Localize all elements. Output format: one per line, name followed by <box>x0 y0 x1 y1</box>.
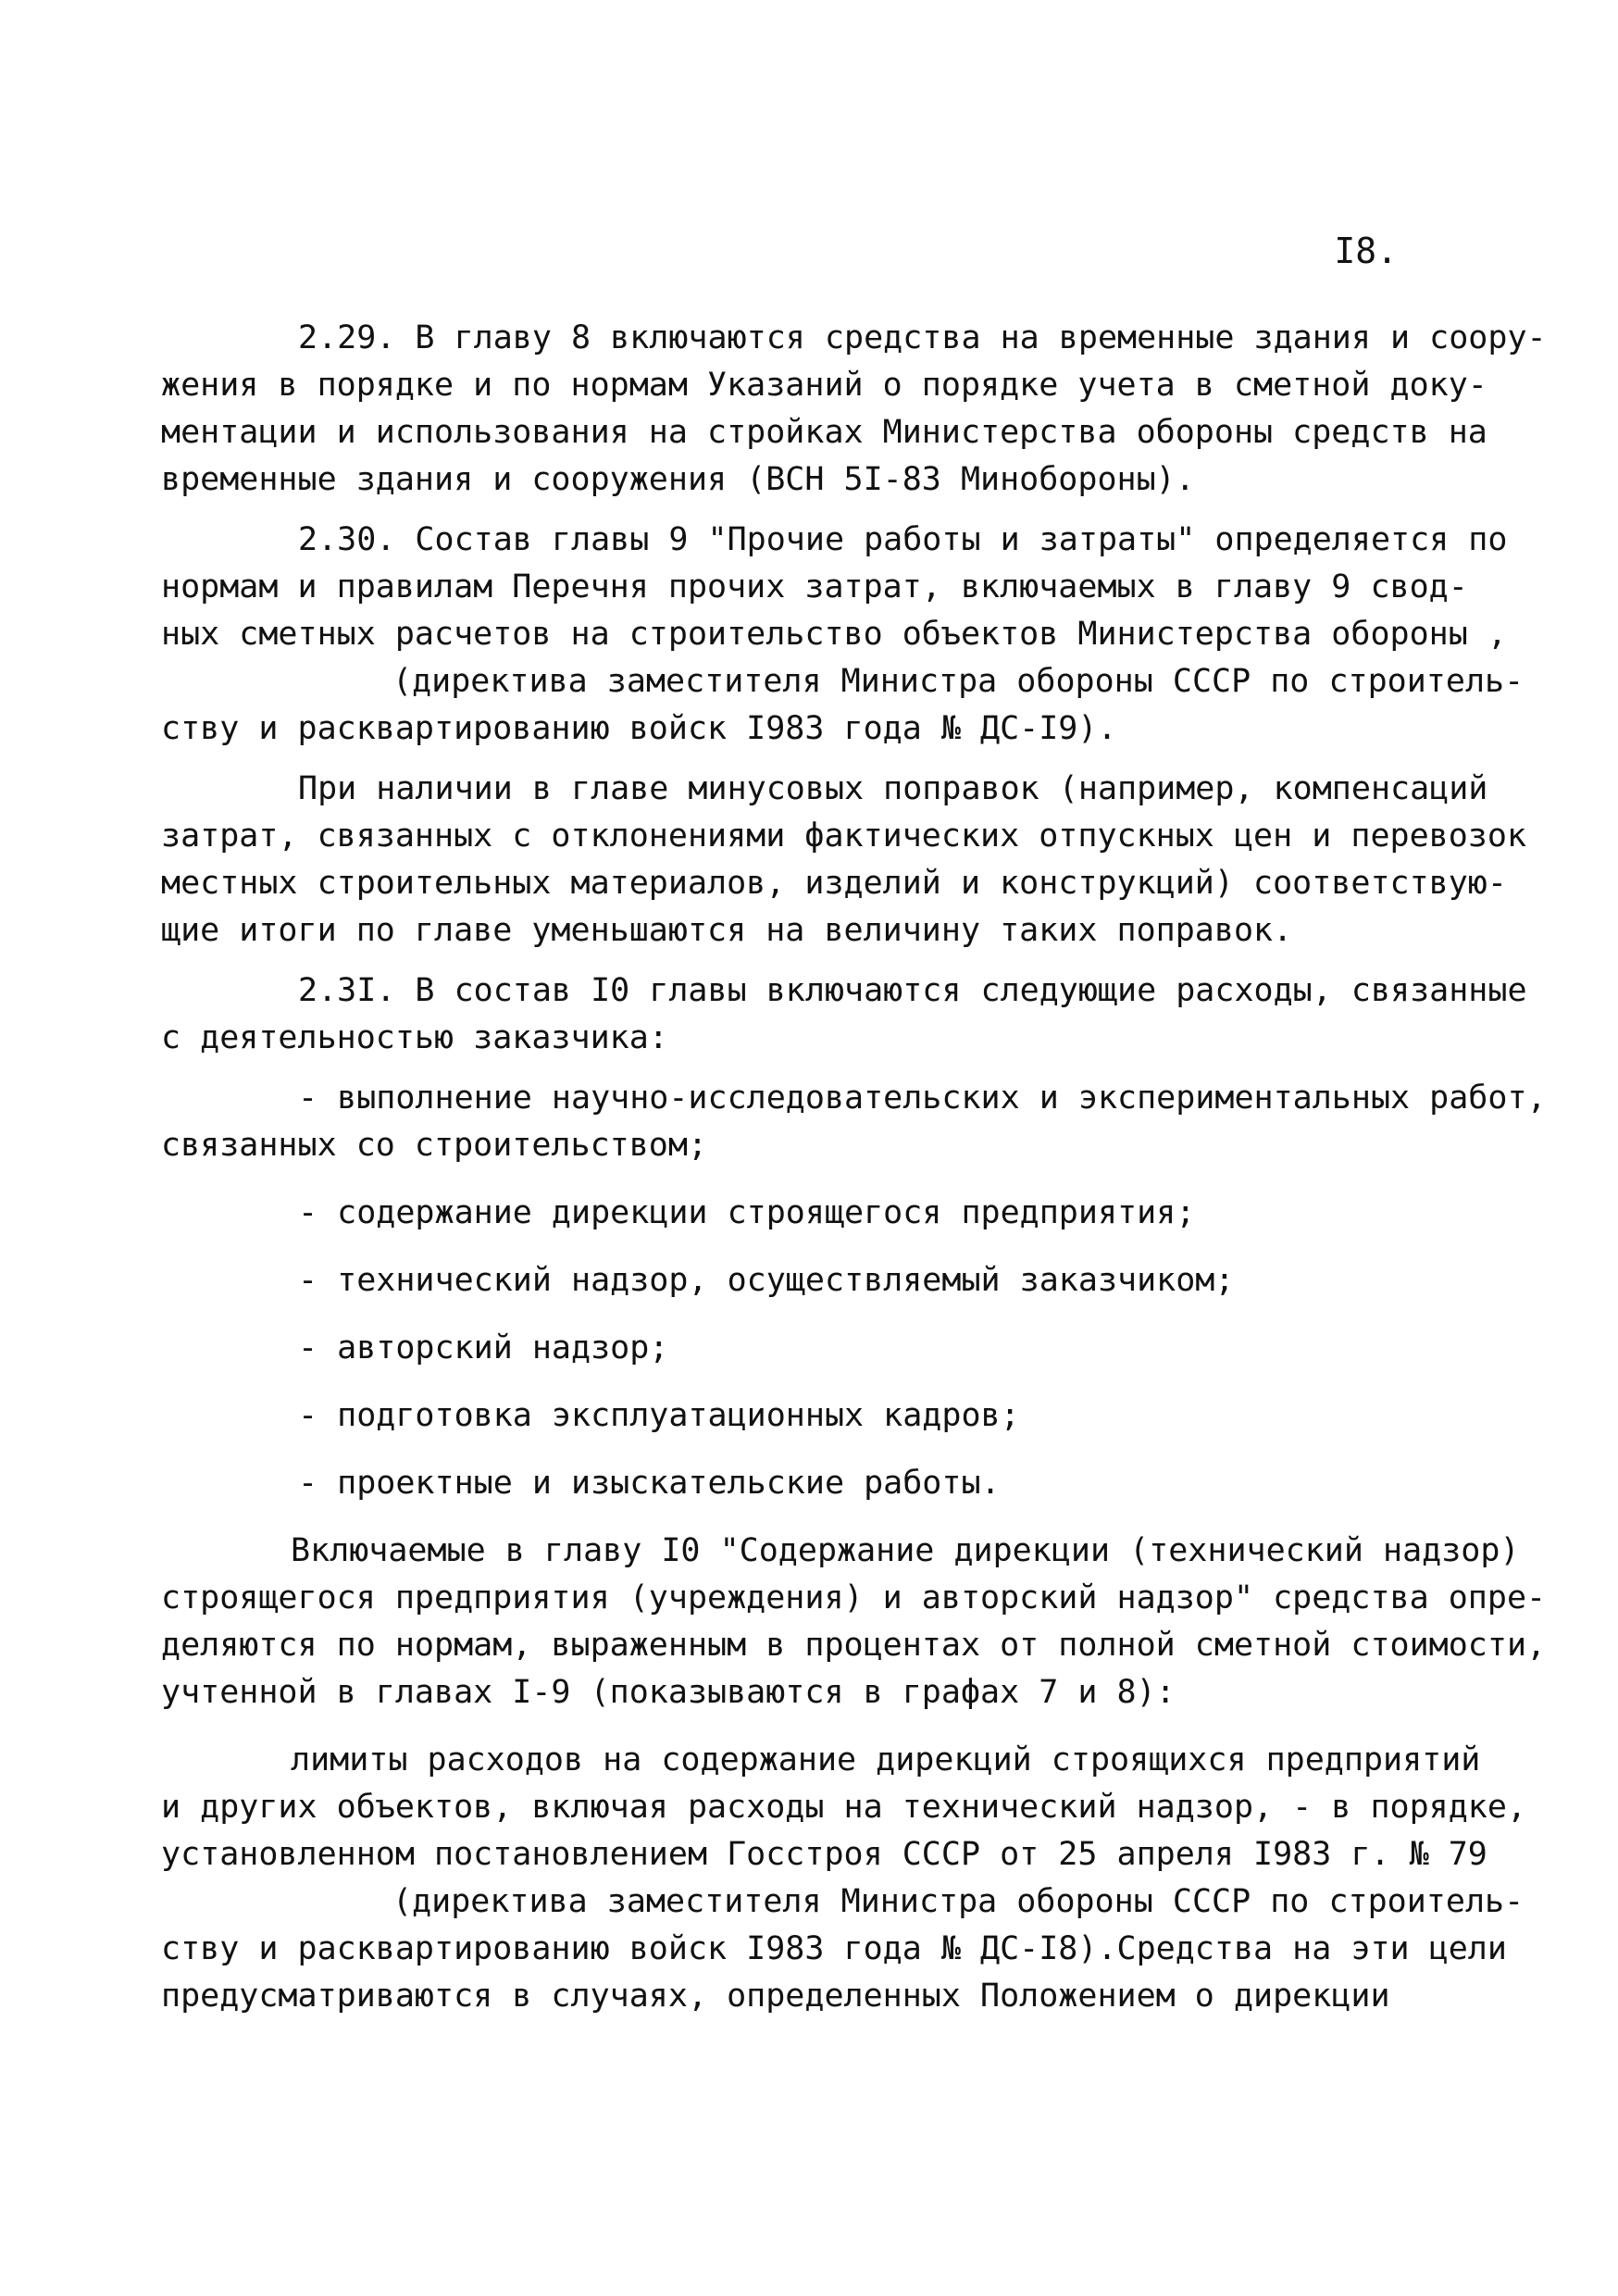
text-line: ментации и использования на стройках Министерства обороны средств на <box>161 414 1487 451</box>
text-line: - подготовка эксплуатационных кадров; <box>298 1397 1020 1434</box>
text-line: установленном постановлением Госстроя СССР от 25 апреля I983 г. № 79 <box>161 1836 1487 1873</box>
text-line: строящегося предприятия (учреждения) и авторский надзор" средства опре- <box>161 1579 1547 1616</box>
text-line: и других объектов, включая расходы на технический надзор, - в порядке, <box>161 1789 1527 1826</box>
text-line: 2.3I. В состав I0 главы включаются следующие расходы, связанные <box>298 972 1527 1009</box>
text-line: - технический надзор, осуществляемый заказчиком; <box>298 1262 1235 1299</box>
text-line: - авторский надзор; <box>298 1329 669 1366</box>
text-line: местных строительных материалов, изделий и конструкций) соответствую- <box>161 865 1507 902</box>
text-line: затрат, связанных с отклонениями фактических отпускных цен и перевозок <box>161 817 1527 855</box>
page-number: I8. <box>1334 231 1398 271</box>
text-line: с деятельностью заказчика: <box>161 1019 668 1056</box>
text-line: При наличии в главе минусовых поправок (например, компенсаций <box>298 770 1488 807</box>
text-line: временные здания и сооружения (ВСН 5I-83 Минобороны). <box>161 461 1195 498</box>
text-line: - проектные и изыскательские работы. <box>298 1465 1001 1502</box>
text-line: жения в порядке и по нормам Указаний о порядке учета в сметной доку- <box>161 367 1487 404</box>
text-line: 2.29. В главу 8 включаются средства на временные здания и соору- <box>298 319 1547 356</box>
text-line: Включаемые в главу I0 "Содержание дирекции (технический надзор) <box>291 1532 1520 1569</box>
text-line: предусматриваются в случаях, определенных Положением о дирекции <box>161 1978 1390 2015</box>
text-line: - выполнение научно-исследовательских и экспериментальных работ, <box>298 1079 1547 1117</box>
document-body <box>161 315 1547 2020</box>
text-line: ству и расквартированию войск I983 года № ДС-I9). <box>161 710 1117 747</box>
text-line: ных сметных расчетов на строительство объектов Министерства обороны , <box>161 616 1507 653</box>
text-line: учтенной в главах I-9 (показываются в графах 7 и 8): <box>161 1674 1176 1711</box>
text-line: ству и расквартированию войск I983 года № ДС-I8).Средства на эти цели <box>161 1930 1507 1967</box>
text-line: щие итоги по главе уменьшаются на величину таких поправок. <box>161 912 1293 949</box>
text-line: - содержание дирекции строящегося предприятия; <box>298 1194 1196 1231</box>
text-line: связанных со строительством; <box>161 1127 708 1164</box>
text-line: 2.30. Состав главы 9 "Прочие работы и затраты" определяется по <box>298 521 1508 558</box>
text-line: нормам и правилам Перечня прочих затрат, включаемых в главу 9 свод- <box>161 568 1468 605</box>
text-line: деляются по нормам, выраженным в процентах от полной сметной стоимости, <box>161 1627 1547 1664</box>
text-line: (директива заместителя Министра обороны СССР по строитель- <box>392 1883 1525 1920</box>
text-line: (директива заместителя Министра обороны СССР по строитель- <box>392 663 1525 700</box>
text-line: лимиты расходов на содержание дирекций строящихся предприятий <box>291 1741 1481 1778</box>
